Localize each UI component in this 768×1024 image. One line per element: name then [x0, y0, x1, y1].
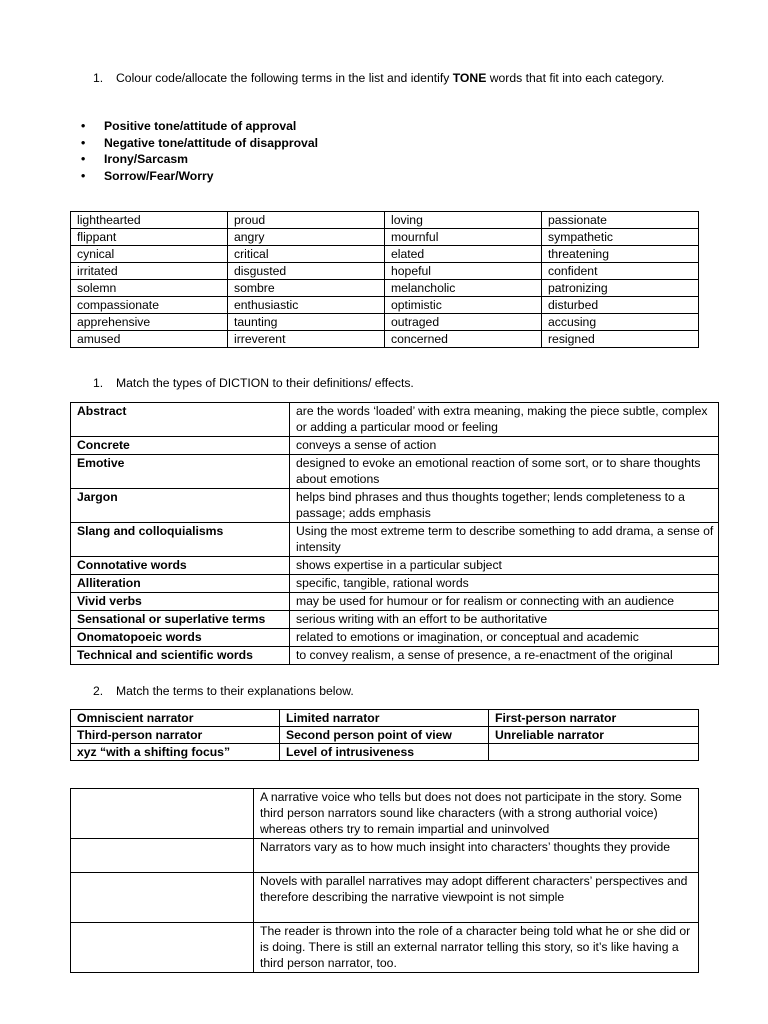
tone-words-table [70, 211, 699, 348]
table-row [71, 246, 699, 263]
tone-word-cell: sympathetic [542, 229, 699, 246]
tone-categories-list [81, 118, 318, 184]
explanation-cell: Novels with parallel narratives may adopt different characters’ perspectives and therefore describing the narrative viewpoint is not simple [254, 873, 699, 923]
table-row [71, 593, 719, 611]
list-item: • Irony/Sarcasm [81, 151, 318, 168]
table-row [71, 710, 699, 727]
answer-blank-cell [71, 923, 254, 973]
tone-word-cell: hopeful [385, 263, 542, 280]
tone-word-cell: loving [385, 212, 542, 229]
explanation-cell: Narrators vary as to how much insight into characters’ thoughts they provide [254, 839, 699, 873]
diction-definition-cell: to convey realism, a sense of presence, a re-enactment of the original [290, 647, 719, 665]
tone-word-cell: irritated [71, 263, 228, 280]
table-row [71, 629, 719, 647]
table-row [71, 489, 719, 523]
table-row [71, 331, 699, 348]
question-diction [93, 375, 693, 391]
narration-term-cell: Second person point of view [280, 727, 489, 744]
question-text: Match the types of DICTION to their definitions/ effects. [116, 376, 414, 390]
diction-term-cell: Sensational or superlative terms [71, 611, 290, 629]
table-row [71, 727, 699, 744]
narration-term-cell: Limited narrator [280, 710, 489, 727]
table-row [71, 263, 699, 280]
narration-term-cell: Unreliable narrator [489, 727, 699, 744]
table-row [71, 229, 699, 246]
narration-term-cell: xyz “with a shifting focus” [71, 744, 280, 761]
diction-definition-cell: conveys a sense of action [290, 437, 719, 455]
table-row [71, 923, 699, 973]
table-row [71, 280, 699, 297]
tone-word-cell: elated [385, 246, 542, 263]
diction-term-cell: Onomatopoeic words [71, 629, 290, 647]
diction-term-cell: Abstract [71, 403, 290, 437]
list-item: • Negative tone/attitude of disapproval [81, 135, 318, 152]
diction-definition-cell: related to emotions or imagination, or conceptual and academic [290, 629, 719, 647]
tone-word-cell: solemn [71, 280, 228, 297]
diction-definition-cell: Using the most extreme term to describe something to add drama, a sense of intensity [290, 523, 719, 557]
tone-word-cell: threatening [542, 246, 699, 263]
question-number: 2. [93, 684, 104, 698]
question-number: 1. [93, 71, 104, 85]
table-row [71, 789, 699, 839]
diction-definition-cell: helps bind phrases and thus thoughts together; lends completeness to a passage; adds emphasis [290, 489, 719, 523]
diction-term-cell: Technical and scientific words [71, 647, 290, 665]
narration-term-cell: Third-person narrator [71, 727, 280, 744]
diction-term-cell: Slang and colloquialisms [71, 523, 290, 557]
tone-word-cell: optimistic [385, 297, 542, 314]
tone-word-cell: disgusted [228, 263, 385, 280]
list-item: • Positive tone/attitude of approval [81, 118, 318, 135]
table-row [71, 314, 699, 331]
diction-term-cell: Connotative words [71, 557, 290, 575]
narration-term-cell: Omniscient narrator [71, 710, 280, 727]
table-row [71, 839, 699, 873]
tone-word-cell: angry [228, 229, 385, 246]
tone-word-cell: enthusiastic [228, 297, 385, 314]
tone-word-cell: confident [542, 263, 699, 280]
tone-word-cell: patronizing [542, 280, 699, 297]
diction-term-cell: Vivid verbs [71, 593, 290, 611]
diction-term-cell: Alliteration [71, 575, 290, 593]
tone-word-cell: concerned [385, 331, 542, 348]
diction-term-cell: Concrete [71, 437, 290, 455]
tone-word-cell: proud [228, 212, 385, 229]
narration-term-cell: Level of intrusiveness [280, 744, 489, 761]
tone-word-cell: resigned [542, 331, 699, 348]
diction-term-cell: Jargon [71, 489, 290, 523]
tone-word-cell: flippant [71, 229, 228, 246]
table-row [71, 455, 719, 489]
tone-word-cell: taunting [228, 314, 385, 331]
tone-word-cell: compassionate [71, 297, 228, 314]
table-row [71, 557, 719, 575]
question-1 [93, 70, 693, 86]
diction-definition-cell: may be used for humour or for realism or connecting with an audience [290, 593, 719, 611]
diction-definition-cell: serious writing with an effort to be authoritative [290, 611, 719, 629]
answer-blank-cell [71, 839, 254, 873]
question-text: Colour code/allocate the following terms in the list and identify TONE words that fit into each category. [116, 71, 665, 85]
tone-word-cell: cynical [71, 246, 228, 263]
tone-word-cell: sombre [228, 280, 385, 297]
table-row [71, 437, 719, 455]
tone-word-cell: passionate [542, 212, 699, 229]
question-number: 1. [93, 376, 104, 390]
table-row [71, 212, 699, 229]
explanation-cell: The reader is thrown into the role of a character being told what he or she did or is doing. There is still an external narrator telling this story, so it’s like having a third person narrator, too. [254, 923, 699, 973]
diction-definition-cell: designed to evoke an emotional reaction of some sort, or to share thoughts about emotions [290, 455, 719, 489]
table-row [71, 873, 699, 923]
tone-word-cell: amused [71, 331, 228, 348]
tone-word-cell: accusing [542, 314, 699, 331]
answer-blank-cell [71, 789, 254, 839]
table-row [71, 523, 719, 557]
table-row [71, 611, 719, 629]
tone-word-cell: irreverent [228, 331, 385, 348]
table-row [71, 647, 719, 665]
diction-term-cell: Emotive [71, 455, 290, 489]
diction-definition-cell: shows expertise in a particular subject [290, 557, 719, 575]
narration-term-cell: First-person narrator [489, 710, 699, 727]
question-text: Match the terms to their explanations below. [116, 684, 354, 698]
tone-word-cell: apprehensive [71, 314, 228, 331]
table-row [71, 403, 719, 437]
tone-word-cell: melancholic [385, 280, 542, 297]
narration-terms-table [70, 709, 699, 761]
tone-word-cell: disturbed [542, 297, 699, 314]
explanation-cell: A narrative voice who tells but does not does not participate in the story. Some third person narrators sound like characters (with a strong authorial voice) whereas others try to remain impartial and uninvolved [254, 789, 699, 839]
question-narration [93, 683, 693, 699]
diction-table [70, 402, 719, 665]
table-row [71, 744, 699, 761]
diction-definition-cell: specific, tangible, rational words [290, 575, 719, 593]
tone-word-cell: lighthearted [71, 212, 228, 229]
explanations-table [70, 788, 699, 973]
table-row [71, 575, 719, 593]
list-item: • Sorrow/Fear/Worry [81, 168, 318, 185]
tone-word-cell: outraged [385, 314, 542, 331]
tone-word-cell: critical [228, 246, 385, 263]
narration-term-cell [489, 744, 699, 761]
table-row [71, 297, 699, 314]
diction-definition-cell: are the words ‘loaded’ with extra meaning, making the piece subtle, complex or adding a particular mood or feeling [290, 403, 719, 437]
answer-blank-cell [71, 873, 254, 923]
tone-word-cell: mournful [385, 229, 542, 246]
